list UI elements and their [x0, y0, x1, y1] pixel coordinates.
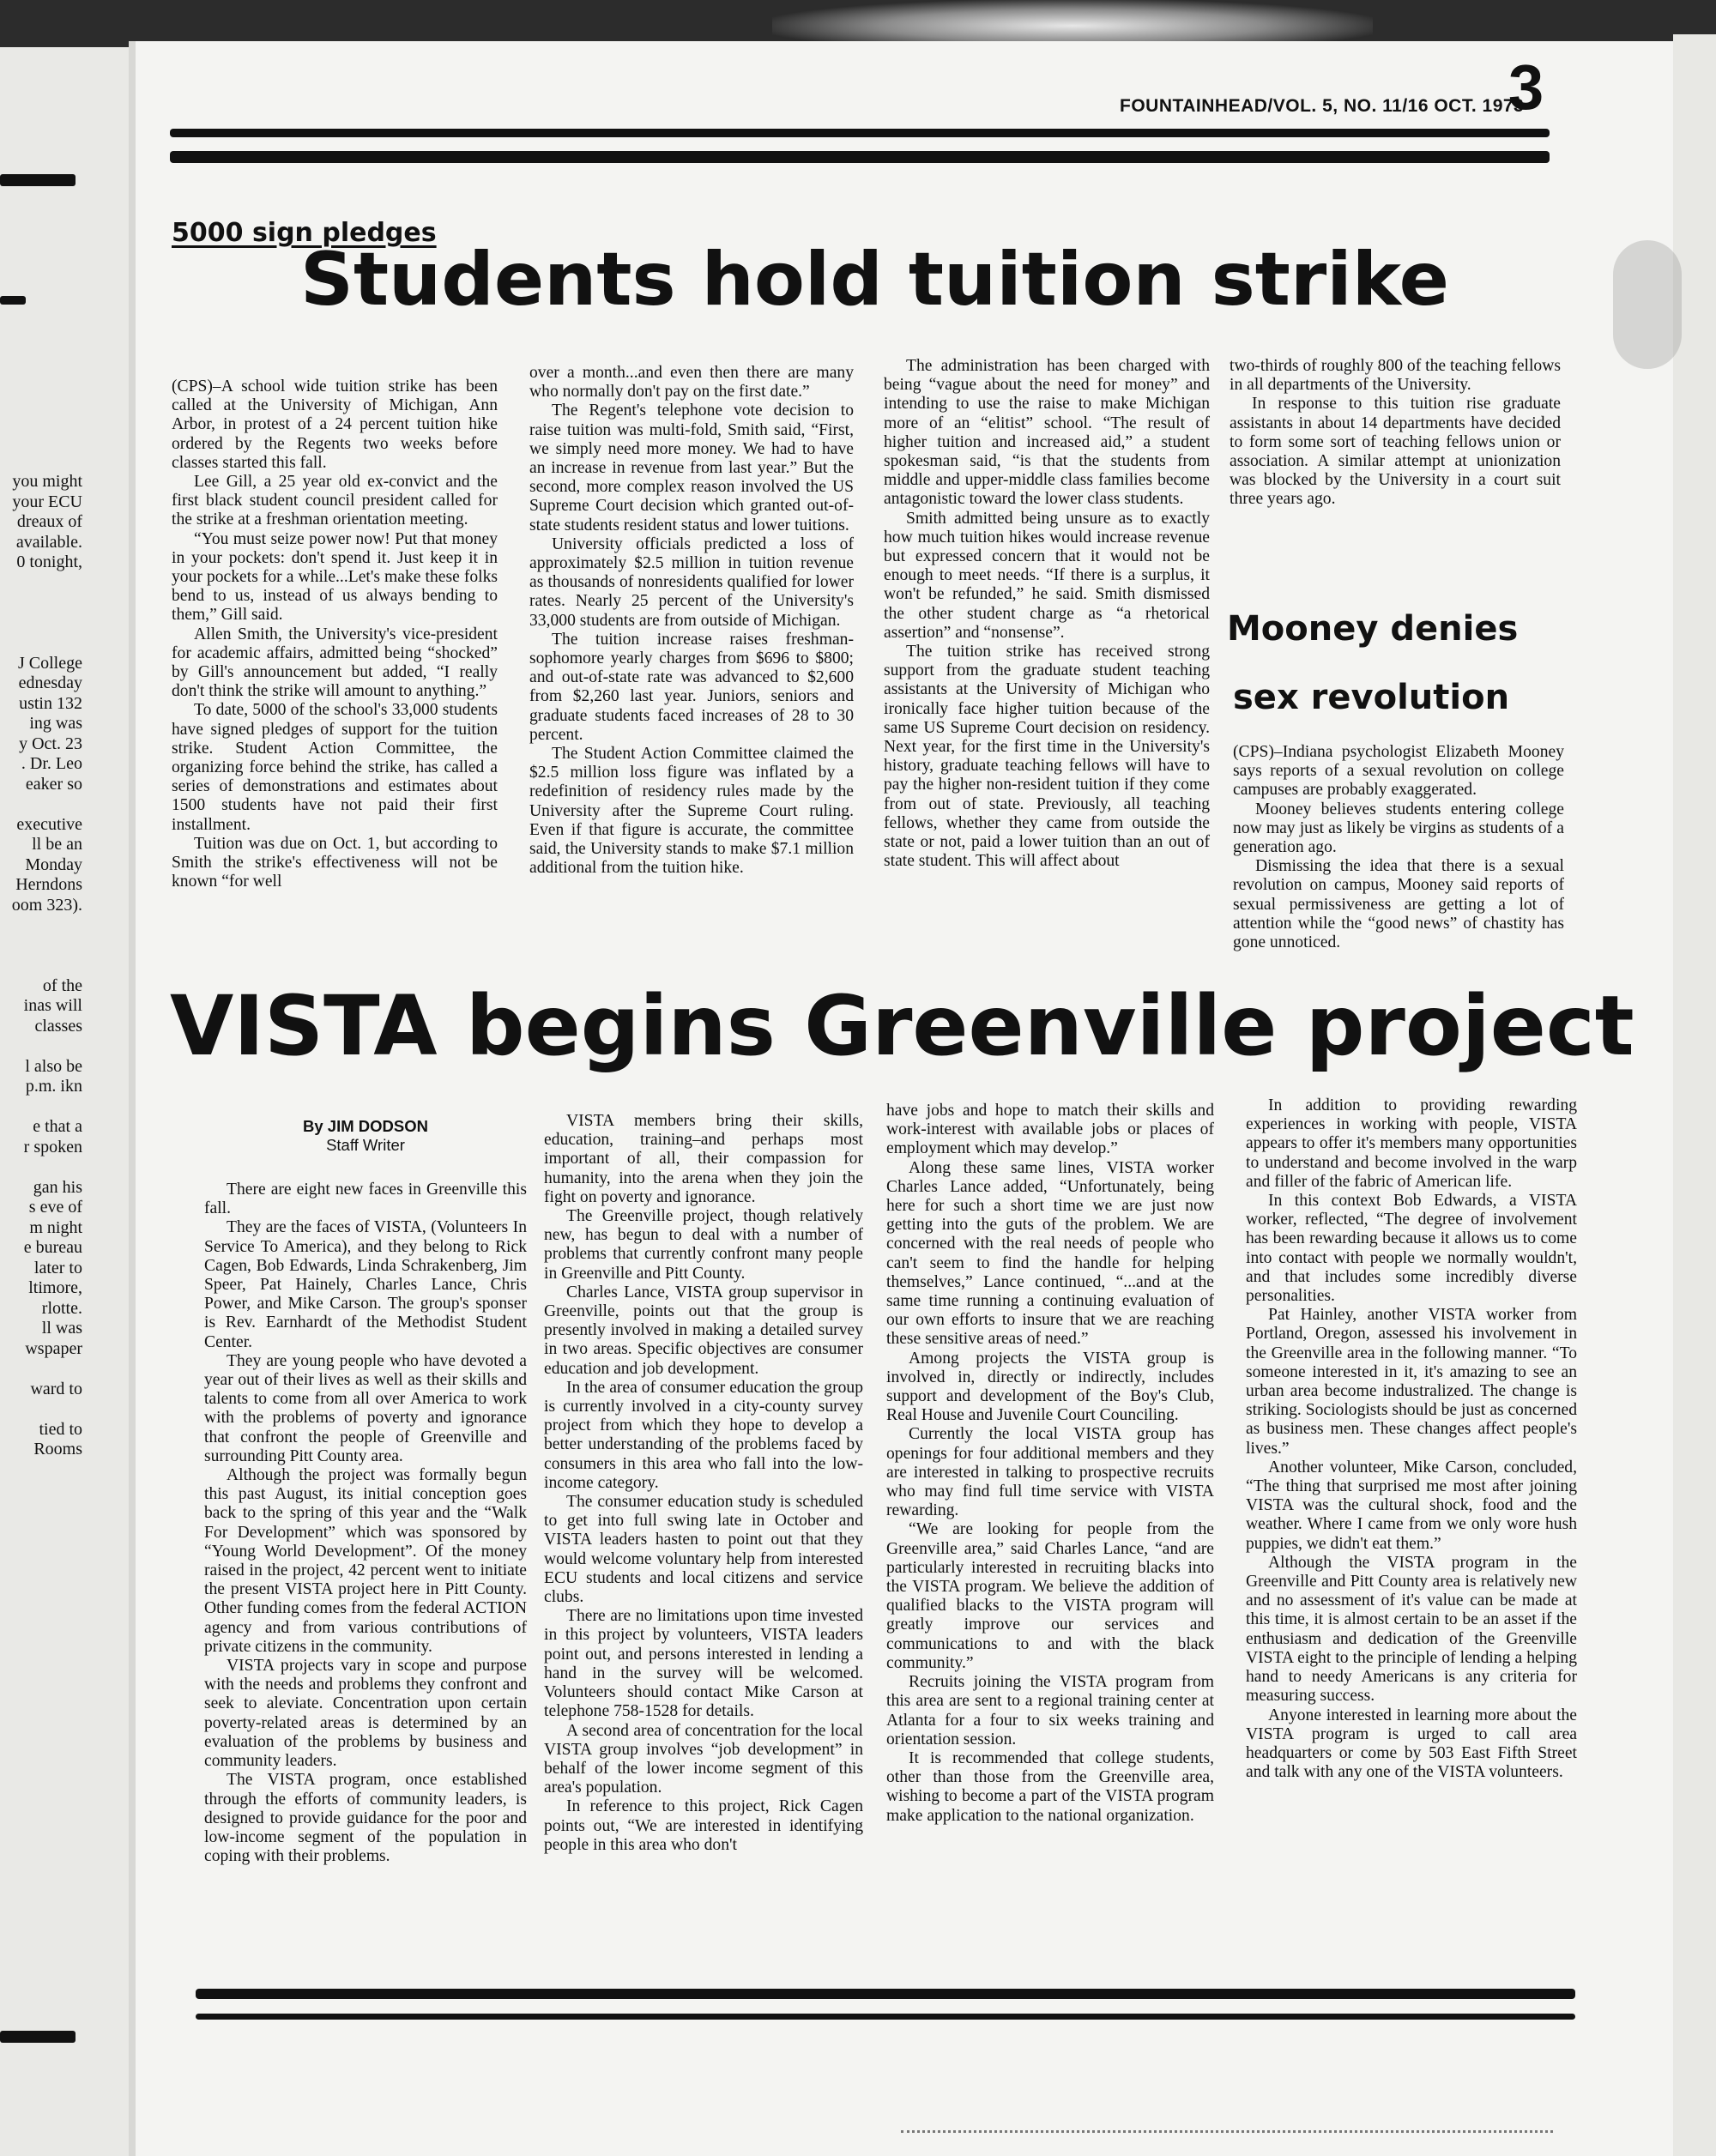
- paragraph: (CPS)–A school wide tuition strike has been called at the University of Michigan, Ann Arbor, in protest of a 24 percent tuition hike ordered by the Regents two weeks before classes started this fall.: [172, 377, 498, 472]
- paragraph: The administration has been charged with being “vague about the need for money” and intending to use the raise to make Michigan more of an “elitist” school. “The result of higher tuition and increased aid,” a student spokesman said, “is that the students from middle and upper-middle class families become antagonistic toward the lower class students.: [884, 357, 1210, 509]
- top-rule-thin: [170, 129, 1550, 137]
- fragment-line: rlotte.: [41, 1298, 82, 1318]
- bottom-rule-thin: [196, 2014, 1575, 2020]
- paragraph: In this context Bob Edwards, a VISTA worker, reflected, “The degree of involvement has been rewarding because it allows us to come into contact with people we normally wouldn't, and that includes some incredibly diverse personalities.: [1246, 1192, 1577, 1306]
- paragraph: Although the VISTA program in the Greenville and Pitt County area is relatively new and no assessment of it's value can be made at this time, it is almost certain to be an asset if the enthusiasm and dedication of the Greenville VISTA eight to the principle of lending a helping hand to needy Americans is any criteria for measuring success.: [1246, 1553, 1577, 1706]
- paragraph: They are young people who have devoted a year out of their lives as well as their skills and talents to come from all over America to work with the problems of poverty and ignorance that confront the people of Greenville and surrounding Pitt County area.: [204, 1351, 527, 1465]
- dotted-rule: [901, 2130, 1553, 2133]
- bottom-rule-thick: [196, 1989, 1575, 1999]
- paragraph: The Greenville project, though relatively new, has begun to deal with a number of problems that currently confront many people in Greenville and Pitt County.: [544, 1207, 863, 1283]
- fragment-line: s eve of: [28, 1198, 82, 1217]
- article2-body: [1233, 743, 1564, 952]
- article1-column-1: [172, 377, 498, 891]
- fragment-line: ednesday: [18, 673, 82, 692]
- paragraph: Among projects the VISTA group is involved in, directly or indirectly, includes support and development of the Boy's Club, Real House and Juvenile Court Counciling.: [886, 1349, 1214, 1425]
- fragment-line: Monday: [25, 855, 82, 874]
- fragment-line: [0, 593, 82, 613]
- fragment-line: ustin 132: [19, 693, 82, 713]
- paragraph: Another volunteer, Mike Carson, concluded, “The thing that surprised me most after joining VISTA was the cultural shock, food and the weather. Where I came from we only wore hush puppies, we didn't eat them.”: [1246, 1458, 1577, 1553]
- fragment-line: of the: [42, 975, 82, 995]
- byline-title: Staff Writer: [326, 1136, 405, 1154]
- paragraph: Recruits joining the VISTA program from this area are sent to a regional training center at Atlanta for a four to six weeks training and orientation session.: [886, 1673, 1214, 1748]
- fragment-line: your ECU: [12, 492, 82, 511]
- fragment-line: eaker so: [25, 774, 82, 794]
- paragraph: Tuition was due on Oct. 1, but according to Smith the strike's effectiveness will not be known “for well: [172, 834, 498, 891]
- byline: [204, 1117, 527, 1155]
- fragment-line: [0, 1036, 82, 1057]
- article3-column-1: [204, 1117, 527, 1866]
- fragment-line: [0, 1359, 82, 1380]
- paragraph: Mooney believes students entering college now may just as likely be virgins as students of a generation ago.: [1233, 800, 1564, 857]
- adjacent-page-text: [0, 472, 82, 1460]
- paragraph: Lee Gill, a 25 year old ex-convict and the first black student council president called for the strike at a freshman orientation meeting.: [172, 473, 498, 529]
- paragraph: In addition to providing rewarding experiences in working with people, VISTA appears to offer it's members many opportunities to understand and become involved in the warp and filler of the fabric of American life.: [1246, 1096, 1577, 1191]
- paragraph: have jobs and hope to match their skills and work-interest with available jobs or places of employment which may develop.”: [886, 1102, 1214, 1158]
- fragment-line: e that a: [33, 1117, 82, 1136]
- article3-column-2: [544, 1112, 863, 1855]
- paragraph: two-thirds of roughly 800 of the teaching fellows in all departments of the University.: [1230, 357, 1561, 395]
- paragraph: Along these same lines, VISTA worker Charles Lance added, “Unfortunately, being here for such a short time we are just now getting into the guts of the problem. We are concerned with the real needs of people who can't seem to find the handle for helping themselves,” Lance continued, “...and at the same time running a continuing evaluation of our own efforts to insure that we are reaching these sensitive areas of need.”: [886, 1158, 1214, 1349]
- headline-tuition-strike: Students hold tuition strike: [300, 237, 1449, 323]
- fragment-line: J College: [18, 653, 82, 673]
- decorative-rule: [0, 174, 76, 186]
- fragment-line: m night: [29, 1217, 82, 1237]
- article3-column-1-text: [204, 1181, 527, 1866]
- paragraph: They are the faces of VISTA, (Volunteers In Service To America), and they belong to Rick Cagen, Bob Edwards, Linda Schrakenberg, Jim Speer, Pat Hainely, Charles Lance, Chris Power, and Mike Carson. The group's sponser is Rev. Earnhardt of the Methodist Student Center.: [204, 1218, 527, 1351]
- page-fold-shadow: [129, 41, 136, 2156]
- fragment-line: [0, 1399, 82, 1420]
- fragment-line: [0, 1157, 82, 1178]
- fragment-line: [0, 613, 82, 634]
- fragment-line: [0, 915, 82, 936]
- article-kicker: 5000 sign pledges: [172, 218, 437, 248]
- article1-column-2: [529, 364, 854, 878]
- fragment-line: ll be an: [32, 835, 82, 854]
- decorative-rule: [0, 2031, 76, 2043]
- headline-vista: VISTA begins Greenville project: [170, 978, 1634, 1074]
- paragraph: Currently the local VISTA group has openings for four additional members and they are interested in talking to prospective recruits who may find full time service with VISTA rewarding.: [886, 1425, 1214, 1520]
- fragment-line: ward to: [30, 1379, 82, 1398]
- fragment-line: wspaper: [25, 1338, 82, 1358]
- fragment-line: e bureau: [23, 1238, 82, 1257]
- paragraph: Dismissing the idea that there is a sexual revolution on campus, Mooney said reports of sexual permissiveness are getting a lot of attention while the “good news” of chastity has gone unnoticed.: [1233, 857, 1564, 952]
- article1-column-4: [1230, 357, 1561, 510]
- fragment-line: Herndons: [15, 875, 82, 894]
- fragment-line: [0, 633, 82, 654]
- top-rule-thick: [170, 151, 1550, 163]
- fragment-line: dreaux of: [16, 512, 82, 531]
- page-edge: [1673, 34, 1716, 2156]
- fragment-line: [0, 1097, 82, 1118]
- fragment-line: ing was: [29, 714, 82, 733]
- fragment-line: [0, 936, 82, 957]
- paragraph: To date, 5000 of the school's 33,000 students have signed pledges of support for the tuition strike. Student Action Committee, the organizing force behind the strike, has called a series of demonstrations and estimates about 1500 students have not paid their first installment.: [172, 701, 498, 834]
- paragraph: (CPS)–Indiana psychologist Elizabeth Mooney says reports of a sexual revolution on college campuses are probably exaggerated.: [1233, 743, 1564, 800]
- paragraph: Smith admitted being unsure as to exactly how much tuition hikes would increase revenue but expressed concern that it would not be enough to meet needs. “If there is a surplus, it won't be refunded,” he said. Smith dismissed the other student charge as “a rhetorical assertion” and “nonsense”.: [884, 509, 1210, 642]
- fragment-line: inas will: [23, 996, 82, 1015]
- paragraph: There are no limitations upon time invested in this project by volunteers, VISTA leaders point out, and persons interested in lending a hand in the survey will be welcomed. Volunteers should contact Mike Carson at telephone 758-1528 for details.: [544, 1607, 863, 1721]
- page-number: 3: [1508, 51, 1544, 123]
- paragraph: Anyone interested in learning more about the VISTA program is urged to call area headquarters or come by 503 East Fifth Street and talk with any one of the VISTA volunteers.: [1246, 1706, 1577, 1782]
- paragraph: Charles Lance, VISTA group supervisor in Greenville, points out that the group is presently involved in making a detailed survey in two areas. Specific objectives are consumer education and job development.: [544, 1283, 863, 1378]
- paragraph: Although the project was formally begun this past August, its initial conception goes back to the spring of this year and the “Walk For Development” which was sponsored by “Young World Development”. Of the money raised in the project, 42 percent went to initiate the present VISTA project here in Pitt County. Other funding comes from the federal ACTION agency and from various contributions of private citizens in the community.: [204, 1466, 527, 1656]
- paragraph: The Regent's telephone vote decision to raise tuition was multi-fold, Smith said, “First, we simply need more money. We had to have an increase in revenue from last year.” But the second, more complex reason involved the US Supreme Court decision which granted out-of-state students resident status and lower tuitions.: [529, 402, 854, 534]
- decorative-rule: [0, 296, 26, 305]
- fragment-line: 0 tonight,: [16, 553, 82, 571]
- fragment-line: r spoken: [23, 1137, 82, 1157]
- fragment-line: gan his: [33, 1177, 82, 1197]
- paragraph: The VISTA program, once established through the efforts of community leaders, is designed to provide guidance for the poor and low-income segment of the population in coping with their problems.: [204, 1771, 527, 1866]
- paragraph: The consumer education study is scheduled to get into full swing late in October and VISTA leaders hasten to point out that they would welcome voluntary help from interested ECU students and local citizens and service clubs.: [544, 1493, 863, 1607]
- fragment-line: you might: [12, 472, 82, 491]
- article3-column-4: [1246, 1096, 1577, 1782]
- paragraph: VISTA projects vary in scope and purpose with the needs and problems they confront and seek to aleviate. Concentration upon certain poverty-related areas is determined by an evaluation of the problems by business and community leaders.: [204, 1657, 527, 1771]
- paragraph: A second area of concentration for the local VISTA group involves “job development” in behalf of the lower income segment of this area's population.: [544, 1721, 863, 1797]
- masthead-text: FOUNTAINHEAD/VOL. 5, NO. 11/16 OCT. 1973: [1120, 96, 1525, 116]
- headline-mooney-line2: sex revolution: [1233, 678, 1510, 717]
- scan-smudge: [1613, 240, 1682, 369]
- paragraph: “We are looking for people from the Greenville area,” said Charles Lance, “and are particularly interested in recruiting blacks into the VISTA program. We believe the addition of qualified blacks to the VISTA program will greatly improve our services and communications to and with the black community.”: [886, 1520, 1214, 1672]
- paragraph: over a month...and even then there are many who normally don't pay on the first date.”: [529, 364, 854, 402]
- paragraph: The Student Action Committee claimed the $2.5 million loss figure was inflated by a redefinition of residency rules made by the University after the Supreme Court ruling. Even if that figure is accurate, the committee said, the University stands to make $7.1 million additional from the tuition hike.: [529, 745, 854, 878]
- fragment-line: later to: [33, 1258, 82, 1277]
- article1-column-3: [884, 357, 1210, 871]
- fragment-line: y Oct. 23: [19, 734, 82, 753]
- paragraph: The tuition strike has received strong support from the graduate student teaching assistants at the University of Michigan who ironically face higher tuition because of the same US Supreme Court decision on residency. Next year, for the first time in the University's history, graduate teaching fellows will have to pay the higher non-resident tuition if they come from out of state. Previously, all teaching fellows, whether they came from outside the state or not, paid a lower tuition than an out of state student. This will affect about: [884, 643, 1210, 871]
- fragment-line: tied to: [39, 1419, 82, 1439]
- paragraph: The tuition increase raises freshman-sophomore yearly charges from $696 to $800; and out-of-state rate was advanced to $2,600 from $2,260 last year. Juniors, seniors and graduate students faced increases of 28 to 30 percent.: [529, 630, 854, 744]
- fragment-line: [0, 956, 82, 976]
- fragment-line: p.m. ikn: [25, 1077, 82, 1096]
- paragraph: University officials predicted a loss of approximately $2.5 million in tuition revenue as thousands of nonresidents qualified for lower rates. Nearly 25 percent of the University's 33,000 students are from outside of Michigan.: [529, 534, 854, 630]
- paragraph: “You must seize power now! Put that money in your pockets: don't spend it. Just keep it in your pockets for a while...Let's make these folks bend to us, instead of us always bending to them,” Gill said.: [172, 529, 498, 625]
- fragment-line: . Dr. Leo: [21, 754, 82, 773]
- fragment-line: ltimore,: [28, 1278, 82, 1297]
- fragment-line: classes: [34, 1016, 82, 1036]
- fragment-line: [0, 794, 82, 815]
- paragraph: In reference to this project, Rick Cagen points out, “We are interested in identifying people in this area who don't: [544, 1797, 863, 1854]
- headline-mooney-line1: Mooney denies: [1227, 609, 1519, 649]
- fragment-line: available.: [15, 532, 82, 552]
- fragment-line: ll was: [41, 1319, 82, 1338]
- article3-column-3: [886, 1102, 1214, 1826]
- fragment-line: executive: [16, 814, 82, 834]
- paragraph: It is recommended that college students, other than those from the Greenville area, wishing to become a part of the VISTA program make application to the national organization.: [886, 1748, 1214, 1825]
- fragment-line: l also be: [25, 1056, 82, 1076]
- fragment-line: [0, 573, 82, 594]
- paragraph: VISTA members bring their skills, education, training–and perhaps most important of all, their compassion for humanity, into the arena when they join the fight on poverty and ignorance.: [544, 1112, 863, 1206]
- fragment-line: Rooms: [33, 1440, 82, 1458]
- paragraph: In the area of consumer education the group is currently involved in a city-county survey project from which they hope to develop a better understanding of the problems faced by consumers in this area who fall into the low-income category.: [544, 1378, 863, 1492]
- fragment-line: oom 323).: [11, 895, 82, 915]
- paragraph: There are eight new faces in Greenville this fall.: [204, 1181, 527, 1218]
- paragraph: Allen Smith, the University's vice-president for academic affairs, admitted being “shocked” by Gill's announcement but added, “I really don't think the strike will amount to anything.”: [172, 625, 498, 701]
- paragraph: In response to this tuition rise graduate assistants in about 14 departments have decided to form some sort of teaching fellows union or association. A similar attempt at unionization was blocked by the University in a court suit three years ago.: [1230, 395, 1561, 509]
- paragraph: Pat Hainley, another VISTA worker from Portland, Oregon, assessed his involvement in the Greenville area in the following manner. “To someone interested in it, it's amazing to see an urban area become industralized. The change is striking. Sociologists should be just as concerned as business men. These changes affect people's lives.”: [1246, 1306, 1577, 1458]
- byline-author: By JIM DODSON: [303, 1117, 428, 1135]
